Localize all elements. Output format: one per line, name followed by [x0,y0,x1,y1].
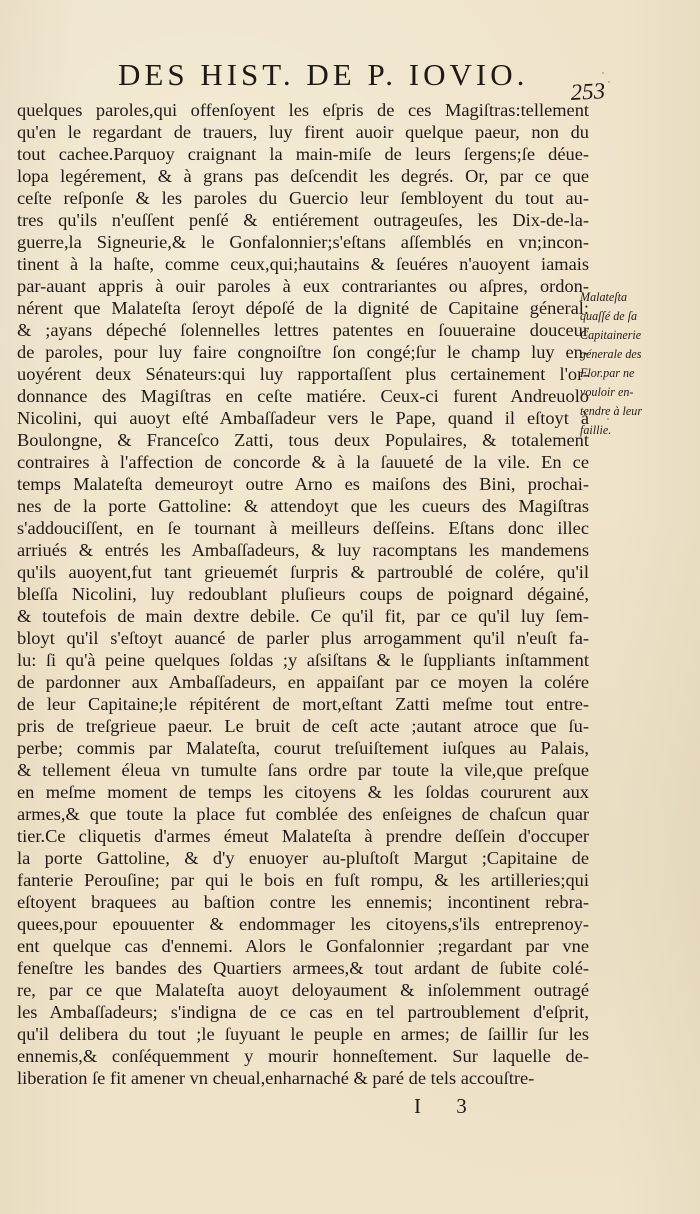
body-line: guerre,la Signeurie,& le Gonfalonnier;s'eſtans aſſemblés en vn;incon- [17,232,589,252]
margin-note-line: faillie. [580,423,612,437]
body-line: quees,pour epouuenter & endommager les citoyens,s'ils entreprenoy- [17,914,589,934]
body-line: par-auant appris à ouir paroles à eux contrariantes ou aſpres, ordon- [17,276,589,296]
ink-fleck [608,81,610,83]
body-line: quelques paroles,qui offenſoyent les eſpris de ces Magiſtras:tellement [17,100,589,120]
body-line: liberation ſe fit amener vn cheual,enharnaché & paré de tels accouſtre- [17,1068,535,1088]
running-head: DES HIST. DE P. IOVIO. [118,57,529,92]
body-line: les Ambaſſadeurs; s'indigna de ce cas en tel partroublement d'eſprit, [17,1002,589,1022]
body-line: contraires à l'affection de concorde & à la ſauueté de la vile. En ce [17,452,589,472]
body-line: & ;ayans dépeché ſolennelles lettres patentes en ſouueraine douceur [17,320,589,340]
main-text-block [17,100,589,1105]
body-line: lopa legérement, & à grans pas deſcendit les degrés. Or, par ce que [17,166,589,186]
body-line: s'addouciſſent, en ſe tournant à meilleurs deſſeins. Eſtans donc illec [17,518,589,538]
body-line: perbe; commis par Malateſta, courut treſuiſtement iuſques au Palais, [17,738,589,758]
body-line: qu'ils auoyent,fut tant grieuemét ſurpris & partroublé de colére, qu'il [17,562,589,582]
margin-note-line: génerale des [580,347,642,361]
body-line: la porte Gattoline, & d'y enuoyer au-pluſtoſt Margut ;Capitaine de [17,848,589,868]
body-line: qu'en le regardant de trauers, luy firent auoir quelque paeur, non du [17,122,589,142]
body-line: armes,& que toute la place fut comblée des enſeignes de chaſcun quar [17,804,589,824]
margin-note-line: tendre à leur [580,404,643,418]
margin-note-line: Capitainerie [580,328,642,342]
body-line: & tellement éleua vn tumulte ſans ordre par toute la vile,que preſque [17,760,589,780]
body-line: tout cachee.Parquoy craignant la main-miſe de leurs ſergens;ſe déue- [17,144,589,164]
body-line: arriués & entrés les Ambaſſadeurs, & luy racomptans les mandemens [17,540,589,560]
body-line: donnance des Magiſtras en ceſte matiére. Ceux-ci furent Andreuolo [17,386,589,406]
signature-mark: I 3 [414,1094,482,1118]
ink-fleck [602,72,604,74]
margin-note-line: Flor.par ne [580,366,635,380]
body-line: qu'il delibera du tout ;le ſuyuant le peuple en armes; de ſaillir ſur les [17,1024,589,1044]
body-line: lu: ſi qu'à peine quelques ſoldas ;y aſsiſtans & le ſuppliants inſtamment [17,650,589,670]
body-line: ent quelque cas d'ennemi. Alors le Gonfalonnier ;regardant par vne [17,936,589,956]
body-line: en meſme moment de temps les citoyens & les ſoldas coururent aux [17,782,589,802]
body-line: ennemis,& conſéquemment y mourir honneſtement. Sur laquelle de- [17,1046,589,1066]
margin-note [580,288,698,440]
body-line: Nicolini, qui auoyt eſté Ambaſſadeur vers le Pape, quand il eſtoyt à [17,408,589,428]
body-line: uoyérent deux Sénateurs:qui luy rapportaſſent plus certainement l'or- [17,364,589,384]
body-line: ceſte reſponſe & les paroles du Guercio leur ſembloyent du tout au- [17,188,589,208]
body-line: temps Malateſta demeuroyt outre Arno es maiſons des Bini, prochai- [17,474,589,494]
body-line: nes de la porte Gattoline: & attendoyt que les cueurs des Magiſtras [17,496,589,516]
body-line: fanterie Perouſine; par qui le bois en fuſt rompu, & les artilleries;qui [17,870,589,890]
body-line: feneſtre les bandes des Quartiers armees,& tout ardant de ſubite colé- [17,958,589,978]
margin-note-line: quaſſé de ſa [580,309,638,323]
body-line: pris de treſgrieue paeur. Le bruit de ceſt acte ;autant atroce que ſu- [17,716,589,736]
margin-note-line: Malateſta [580,290,628,304]
body-line: Boulongne, & Franceſco Zatti, tous deux Populaires, & totalement [17,430,589,450]
body-line: tres qu'ils n'euſſent penſé & entiérement outrageuſes, les Dix-de-la- [17,210,589,230]
body-line: re, par ce que Malateſta auoyt deloyaument & inſolemment outragé [17,980,589,1000]
body-line: de leur Capitaine;le répitérent de mort,eſtant Zatti meſme tout entre- [17,694,589,714]
body-line: nérent que Malateſta ſeroyt dépoſé de la dignité de Capitaine géneral: [17,298,589,318]
body-line: de pardonner aux Ambaſſadeurs, en appaiſant par ce moyen la colére [17,672,589,692]
body-line: eſtoyent braquees au baſtion contre les ennemis; incontinent rebra- [17,892,589,912]
body-line: bloyt qu'il s'eſtoyt auancé de parler plus arrogamment qu'il n'euſt fa- [17,628,589,648]
body-line: tier.Ce cliquetis d'armes émeut Malateſta à prendre deſſein d'occuper [17,826,589,846]
page-number: 253 [570,78,606,105]
ink-fleck [607,418,609,420]
margin-note-line: vouloir en- [580,385,634,399]
body-line: & toutefois de main dextre debile. Ce qu'il fit, par ce qu'il luy ſem- [17,606,589,626]
body-line: bleſſa Nicolini, luy redoublant pluſieurs coups de poignard dégainé, [17,584,589,604]
body-line: de paroles, pour luy faire congnoiſtre ſon congé;ſur le champ luy en- [17,342,589,362]
body-line: tinent à la haſte, comme ceux,qui;hautains & ſeuéres n'auoyent iamais [17,254,589,274]
